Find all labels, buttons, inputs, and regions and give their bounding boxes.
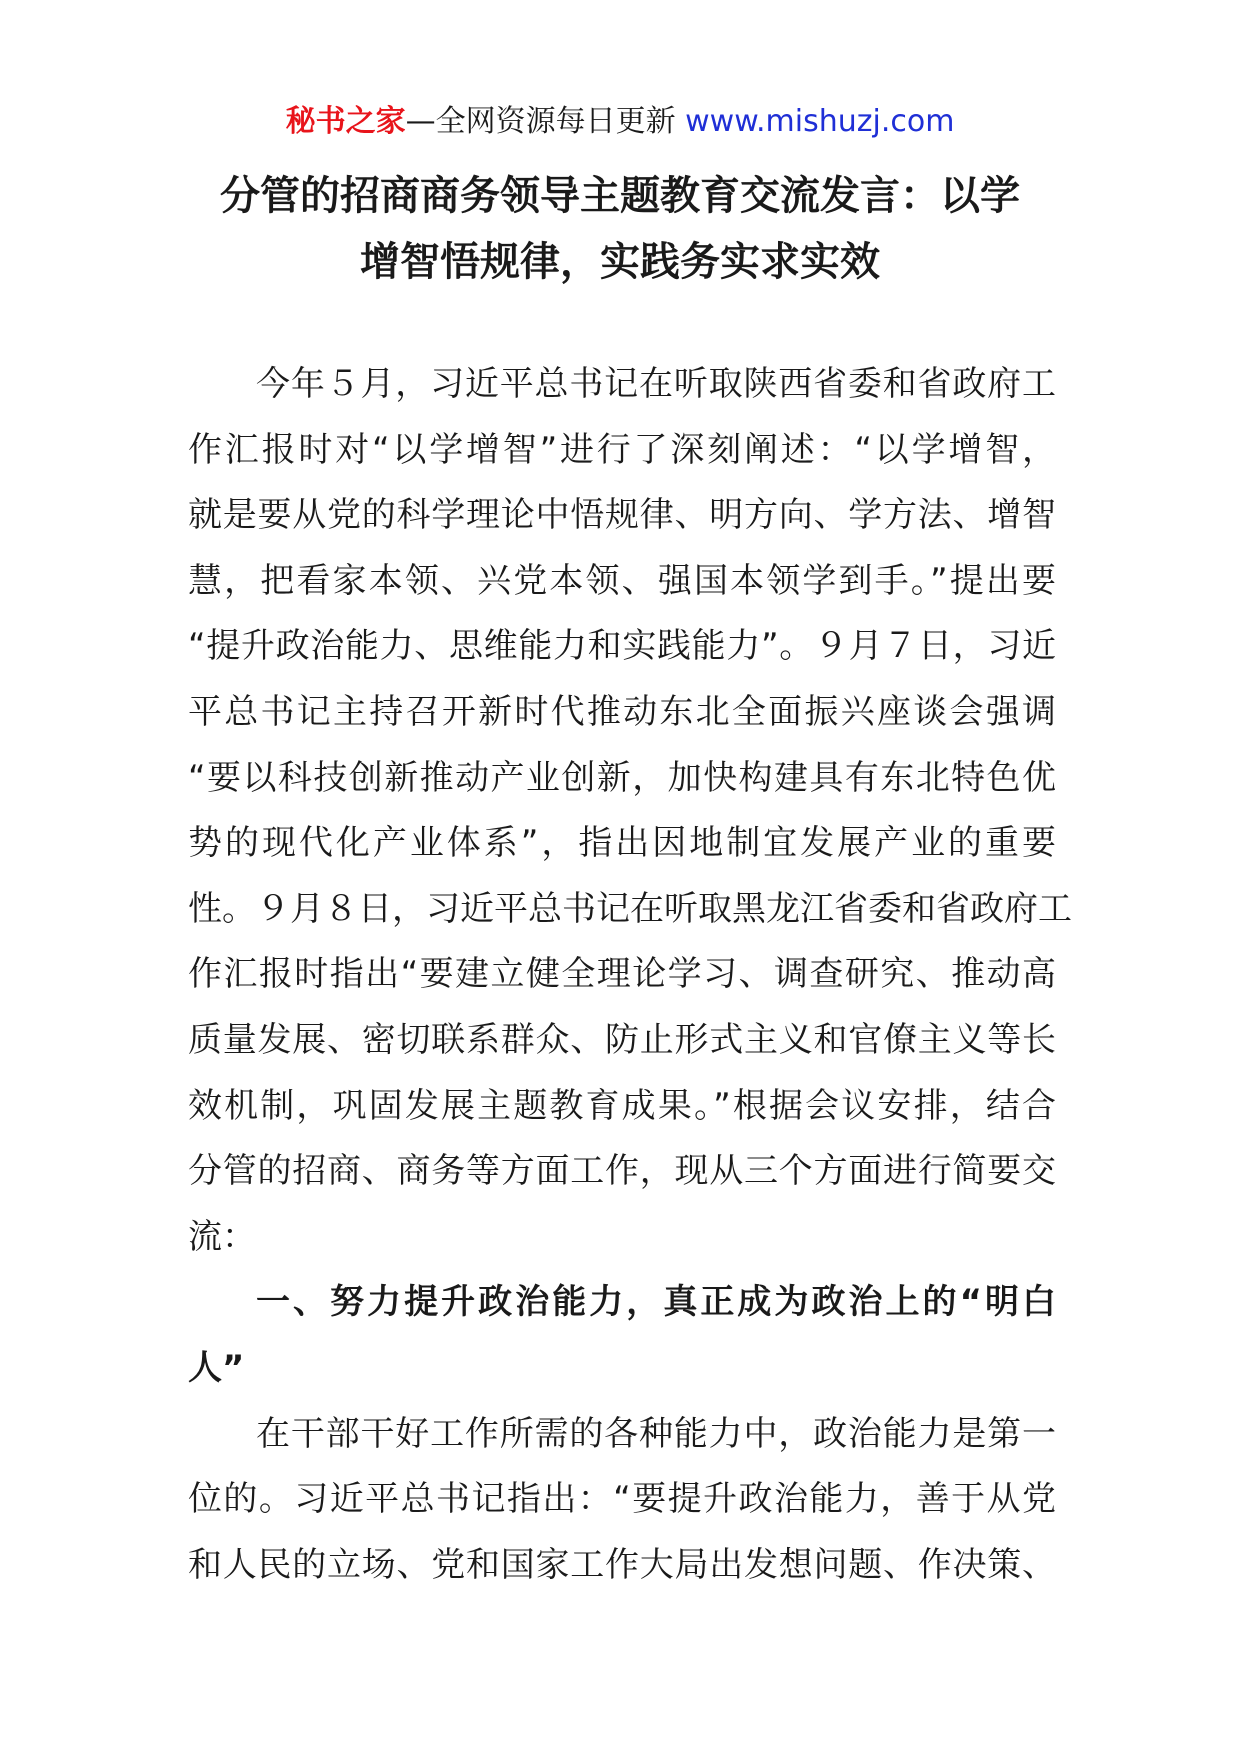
paragraph-1-line: 质量发展、密切联系群众、防止形式主义和官僚主义等长 bbox=[188, 1019, 1056, 1060]
header-tagline: —全网资源每日更新 bbox=[405, 104, 686, 139]
paragraph-1-line: “要以科技创新推动产业创新，加快构建具有东北特色优 bbox=[188, 757, 1056, 798]
paragraph-2-line: 和人民的立场、党和国家工作大局出发想问题、作决策、 bbox=[188, 1544, 1056, 1585]
document-title bbox=[180, 163, 1060, 295]
brand-name: 秘书之家 bbox=[285, 104, 406, 139]
site-url-link[interactable]: www.mishuzj.com bbox=[685, 104, 955, 139]
paragraph-1-line: 平总书记主持召开新时代推动东北全面振兴座谈会强调 bbox=[188, 691, 1056, 732]
paragraph-1-line: “提升政治能力、思维能力和实践能力”。９月７日，习近 bbox=[188, 626, 1056, 667]
paragraph-2-line: 位的。习近平总书记指出：“要提升政治能力，善于从党 bbox=[188, 1479, 1056, 1520]
paragraph-1-line: 效机制，巩固发展主题教育成果。”根据会议安排，结合 bbox=[188, 1085, 1056, 1126]
paragraph-1-line: 作汇报时指出“要建立健全理论学习、调查研究、推动高 bbox=[188, 954, 1056, 995]
paragraph-1-line: 流： bbox=[188, 1216, 256, 1257]
paragraph-1-line: 势的现代化产业体系”，指出因地制宜发展产业的重要 bbox=[188, 823, 1056, 864]
title-line-2: 增智悟规律，实践务实求实效 bbox=[360, 239, 880, 285]
section-heading-1-line: 人” bbox=[188, 1347, 245, 1388]
paragraph-1-line: 今年５月，习近平总书记在听取陕西省委和省政府工 bbox=[256, 364, 1056, 404]
paragraph-2-line: 在干部干好工作所需的各种能力中，政治能力是第一 bbox=[256, 1413, 1056, 1454]
paragraph-1-line: 慧，把看家本领、兴党本领、强国本领学到手。”提出要 bbox=[188, 560, 1056, 601]
section-heading-1-line: 一、努力提升政治能力，真正成为政治上的“明白 bbox=[256, 1282, 1056, 1323]
paragraph-1-line: 性。９月８日，习近平总书记在听取黑龙江省委和省政府工 bbox=[188, 888, 1072, 929]
paragraph-1-line: 分管的招商、商务等方面工作，现从三个方面进行简要交 bbox=[188, 1151, 1056, 1192]
site-header bbox=[0, 100, 1240, 144]
paragraph-1-line: 就是要从党的科学理论中悟规律、明方向、学方法、增智 bbox=[188, 495, 1056, 536]
paragraph-1-line: 作汇报时对“以学增智”进行了深刻阐述：“以学增智， bbox=[188, 429, 1056, 470]
document-body bbox=[188, 352, 1072, 1598]
title-line-1: 分管的招商商务领导主题教育交流发言：以学 bbox=[220, 173, 1020, 219]
